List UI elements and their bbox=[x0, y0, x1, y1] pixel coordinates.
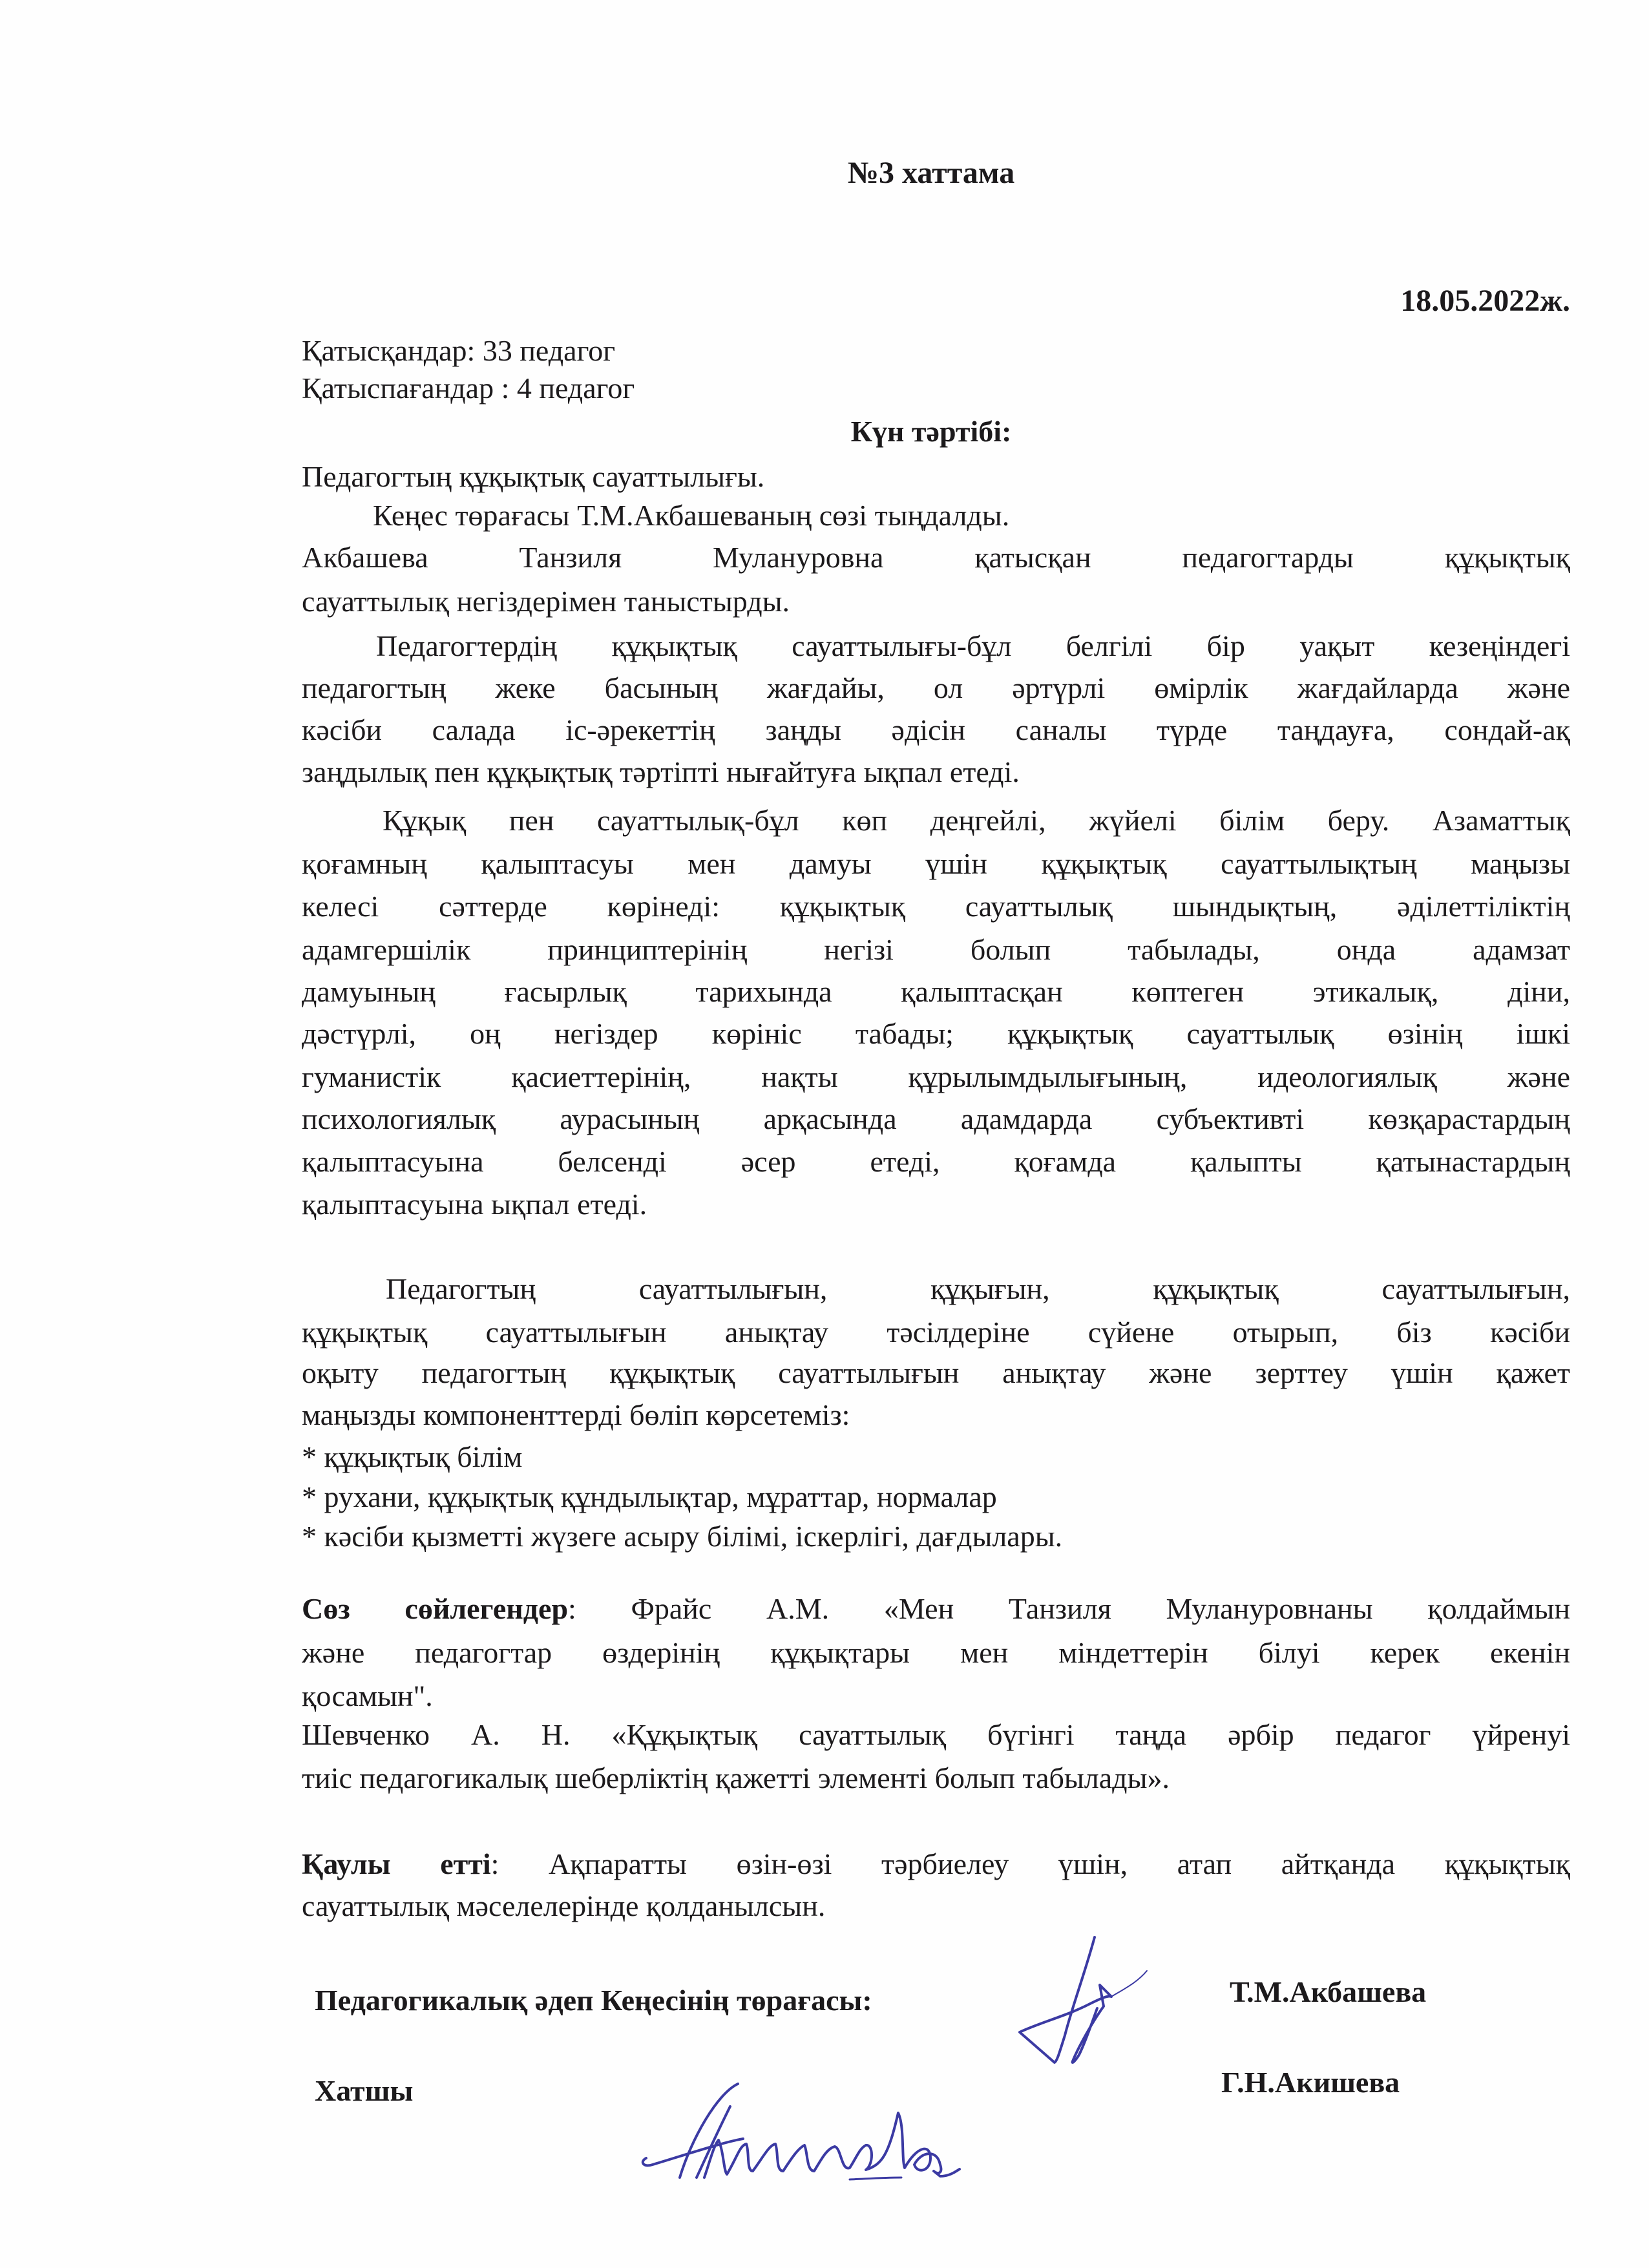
component-item: * рухани, құқықтық құндылықтар, мұраттар, нормалар bbox=[302, 1480, 997, 1513]
paragraph2-line: Құқық пен сауаттылық-бұл көп деңгейлі, жүйелі білім беру. Азаматтық bbox=[383, 804, 1570, 837]
speakers-line: қосамын". bbox=[302, 1679, 433, 1712]
paragraph2-line: дәстүрлі, оң негіздер көрініс табады; құқықтық сауаттылық өзінің ішкі bbox=[302, 1017, 1570, 1050]
paragraph2-line: келесі сәттерде көрінеді: құқықтық сауаттылық шындықтың, әділеттіліктің bbox=[302, 890, 1570, 923]
attendance-absent: Қатыспағандар : 4 педагог bbox=[302, 372, 635, 404]
secretary-signature bbox=[633, 2068, 995, 2197]
paragraph2-line: психологиялық аурасының арқасында адамдарда субъективті көзқарастардың bbox=[302, 1102, 1570, 1135]
paragraph3-line: құқықтық сауаттылығын анықтау тәсілдеріне сүйене отырып, біз кәсіби bbox=[302, 1316, 1570, 1349]
paragraph2-line: дамуының ғасырлық тарихында қалыптасқан көптеген этикалық, діни, bbox=[302, 975, 1570, 1008]
intro-line: сауаттылық негіздерімен таныстырды. bbox=[302, 585, 790, 618]
paragraph1-line: заңдылық пен құқықтық тәртіпті нығайтуға ықпал етеді. bbox=[302, 755, 1020, 788]
listened-line: Кеңес төрағасы Т.М.Акбашеваның сөзі тыңдалды. bbox=[373, 499, 1010, 532]
paragraph3-line: маңызды компоненттерді бөліп көрсетеміз: bbox=[302, 1398, 850, 1431]
component-item: * кәсіби қызметті жүзеге асыру білімі, іскерлігі, дағдылары. bbox=[302, 1520, 1063, 1553]
speakers-label: Сөз сөйлегендер bbox=[302, 1592, 569, 1625]
chair-signature bbox=[995, 1926, 1189, 2074]
paragraph2-line: қалыптасуына белсенді әсер етеді, қоғамда қалыпты қатынастардың bbox=[302, 1145, 1570, 1178]
paragraph2-line: адамгершілік принциптерінің негізі болып табылады, онда адамзат bbox=[302, 933, 1570, 966]
chair-title: Педагогикалық әдеп Кеңесінің төрағасы: bbox=[315, 1984, 872, 2017]
chair-name: Т.М.Акбашева bbox=[1230, 1975, 1427, 2008]
paragraph1-line: Педагогтердің құқықтық сауаттылығы-бұл белгілі бір уақыт кезеңіндегі bbox=[376, 629, 1570, 662]
paragraph2-line: гуманистік қасиеттерінің, нақты құрылымдылығының, идеологиялық және bbox=[302, 1060, 1570, 1093]
paragraph3-line: Педагогтың сауаттылығын, құқығын, құқықтық сауаттылығын, bbox=[386, 1272, 1570, 1305]
speakers-text: : Фрайс А.М. «Мен Танзиля Мулануровнаны қолдаймын bbox=[568, 1592, 1570, 1625]
speakers-line: тиіс педагогикалық шеберліктің қажетті элементі болып табылады». bbox=[302, 1761, 1170, 1794]
speakers-line bbox=[302, 1591, 1570, 1627]
resolution-label: Қаулы етті bbox=[302, 1847, 491, 1880]
secretary-title: Хатшы bbox=[315, 2074, 414, 2107]
paragraph2-line: қалыптасуына ықпал етеді. bbox=[302, 1188, 647, 1221]
resolution-line: сауаттылық мәселелерінде қолданылсын. bbox=[302, 1889, 826, 1922]
agenda-heading: Күн тәртібі: bbox=[850, 415, 1012, 448]
document-date: 18.05.2022ж. bbox=[1400, 284, 1570, 318]
paragraph1-line: педагогтың жеке басының жағдайы, ол әртүрлі өмірлік жағдайларда және bbox=[302, 671, 1570, 704]
paragraph1-line: кәсіби салада іс-әрекеттің заңды әдісін саналы түрде таңдауға, сондай-ақ bbox=[302, 713, 1570, 746]
paragraph3-line: оқыту педагогтың құқықтық сауаттылығын анықтау және зерттеу үшін қажет bbox=[302, 1356, 1570, 1389]
intro-line: Акбашева Танзиля Мулануровна қатысқан педагогтарды құқықтық bbox=[302, 541, 1570, 574]
speakers-line: Шевченко А. Н. «Құқықтық сауаттылық бүгінгі таңда әрбір педагог үйренуі bbox=[302, 1718, 1570, 1751]
attendance-present: Қатысқандар: 33 педагог bbox=[302, 334, 616, 367]
resolution-line bbox=[302, 1846, 1570, 1882]
paragraph2-line: қоғамның қалыптасуы мен дамуы үшін құқықтық сауаттылықтың маңызы bbox=[302, 847, 1570, 880]
component-item: * құқықтық білім bbox=[302, 1440, 523, 1473]
secretary-name: Г.Н.Акишева bbox=[1221, 2066, 1400, 2099]
resolution-text: : Ақпаратты өзін-өзі тәрбиелеу үшін, атап айтқанда құқықтық bbox=[490, 1847, 1570, 1880]
document-title: №3 хаттама bbox=[847, 156, 1015, 190]
agenda-item: Педагогтың құқықтық сауаттылығы. bbox=[302, 460, 765, 493]
speakers-line: және педагогтар өздерінің құқықтары мен міндеттерін білуі керек екенін bbox=[302, 1636, 1570, 1669]
